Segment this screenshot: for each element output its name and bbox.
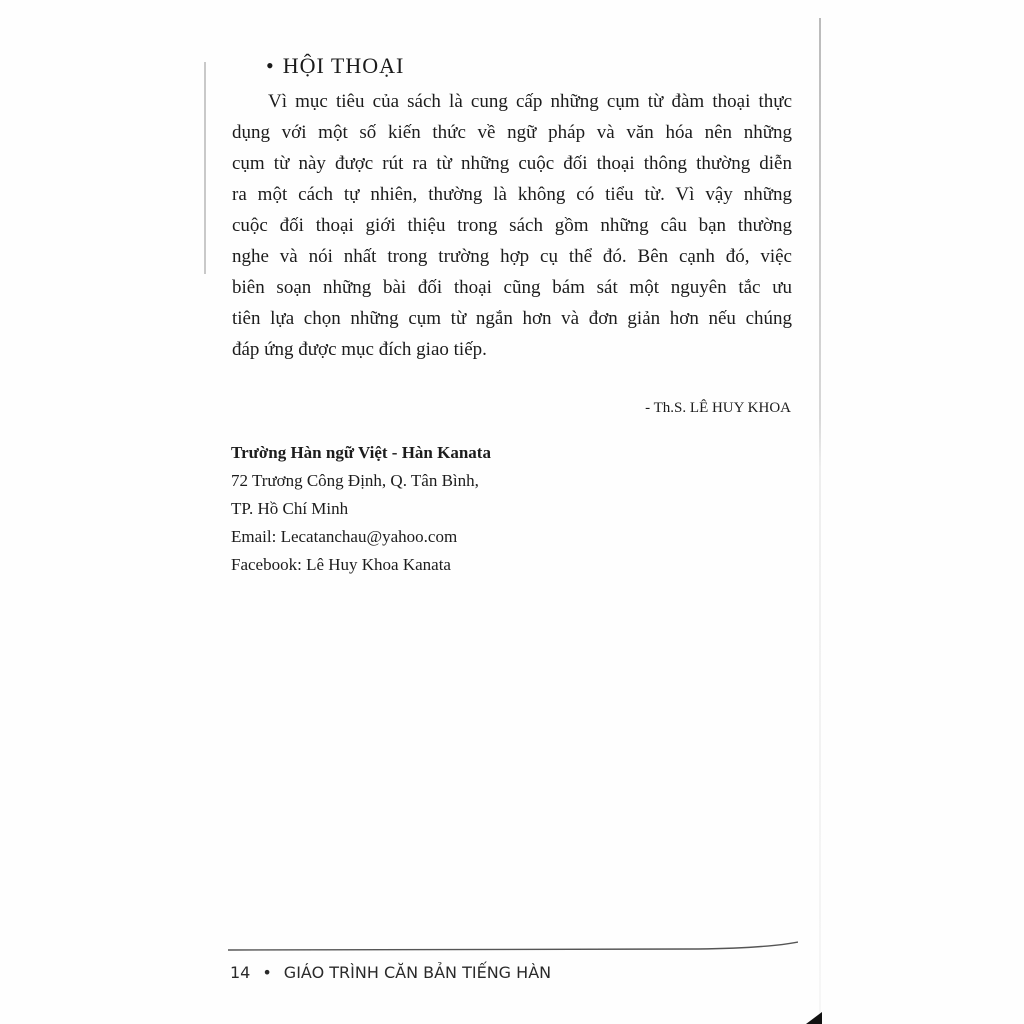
- facebook-line: Facebook: Lê Huy Khoa Kanata: [231, 555, 451, 574]
- body-paragraph: [232, 86, 792, 365]
- paragraph-line: biên soạn những bài đối thoại cũng bám sát một nguyên tắc ưu: [232, 277, 792, 298]
- email-line: Email: Lecatanchau@yahoo.com: [231, 527, 458, 546]
- address-city: TP. Hồ Chí Minh: [231, 499, 349, 518]
- paragraph-line: ra một cách tự nhiên, thường là không có tiểu từ. Vì vậy những: [232, 184, 792, 205]
- paragraph-line: cuộc đối thoại giới thiệu trong sách gồm những câu bạn thường: [232, 215, 792, 236]
- paragraph-line: nghe và nói nhất trong trường hợp cụ thể đó. Bên cạnh đó, việc: [232, 246, 792, 267]
- page-number: 14: [230, 963, 251, 982]
- address-line: 72 Trương Công Định, Q. Tân Bình,: [231, 471, 479, 490]
- footer-rule: [228, 940, 798, 952]
- contact-block: [231, 439, 491, 579]
- paragraph-line: cụm từ này được rút ra từ những cuộc đối thoại thông thường diễn: [232, 153, 792, 174]
- section-heading: [266, 53, 404, 79]
- paragraph-line: Vì mục tiêu của sách là cung cấp những cụm từ đàm thoại thực: [268, 91, 792, 112]
- section-heading-text: HỘI THOẠI: [282, 53, 405, 78]
- author-signature: - Th.S. LÊ HUY KHOA: [645, 400, 791, 416]
- paragraph-line: tiên lựa chọn những cụm từ ngắn hơn và đơn giản hơn nếu chúng: [232, 308, 792, 329]
- paragraph-line: đáp ứng được mục đích giao tiếp.: [232, 339, 487, 360]
- school-name: Trường Hàn ngữ Việt - Hàn Kanata: [231, 443, 491, 462]
- page-left-edge: [204, 62, 206, 274]
- footer-separator: •: [262, 963, 272, 982]
- page-footer: [230, 963, 551, 982]
- page-corner-shadow: [806, 1012, 822, 1024]
- paragraph-line: dụng với một số kiến thức về ngữ pháp và văn hóa nên những: [232, 122, 792, 143]
- page-right-edge: [819, 18, 821, 1018]
- bullet-icon: •: [266, 53, 275, 78]
- book-title: GIÁO TRÌNH CĂN BẢN TIẾNG HÀN: [283, 963, 552, 982]
